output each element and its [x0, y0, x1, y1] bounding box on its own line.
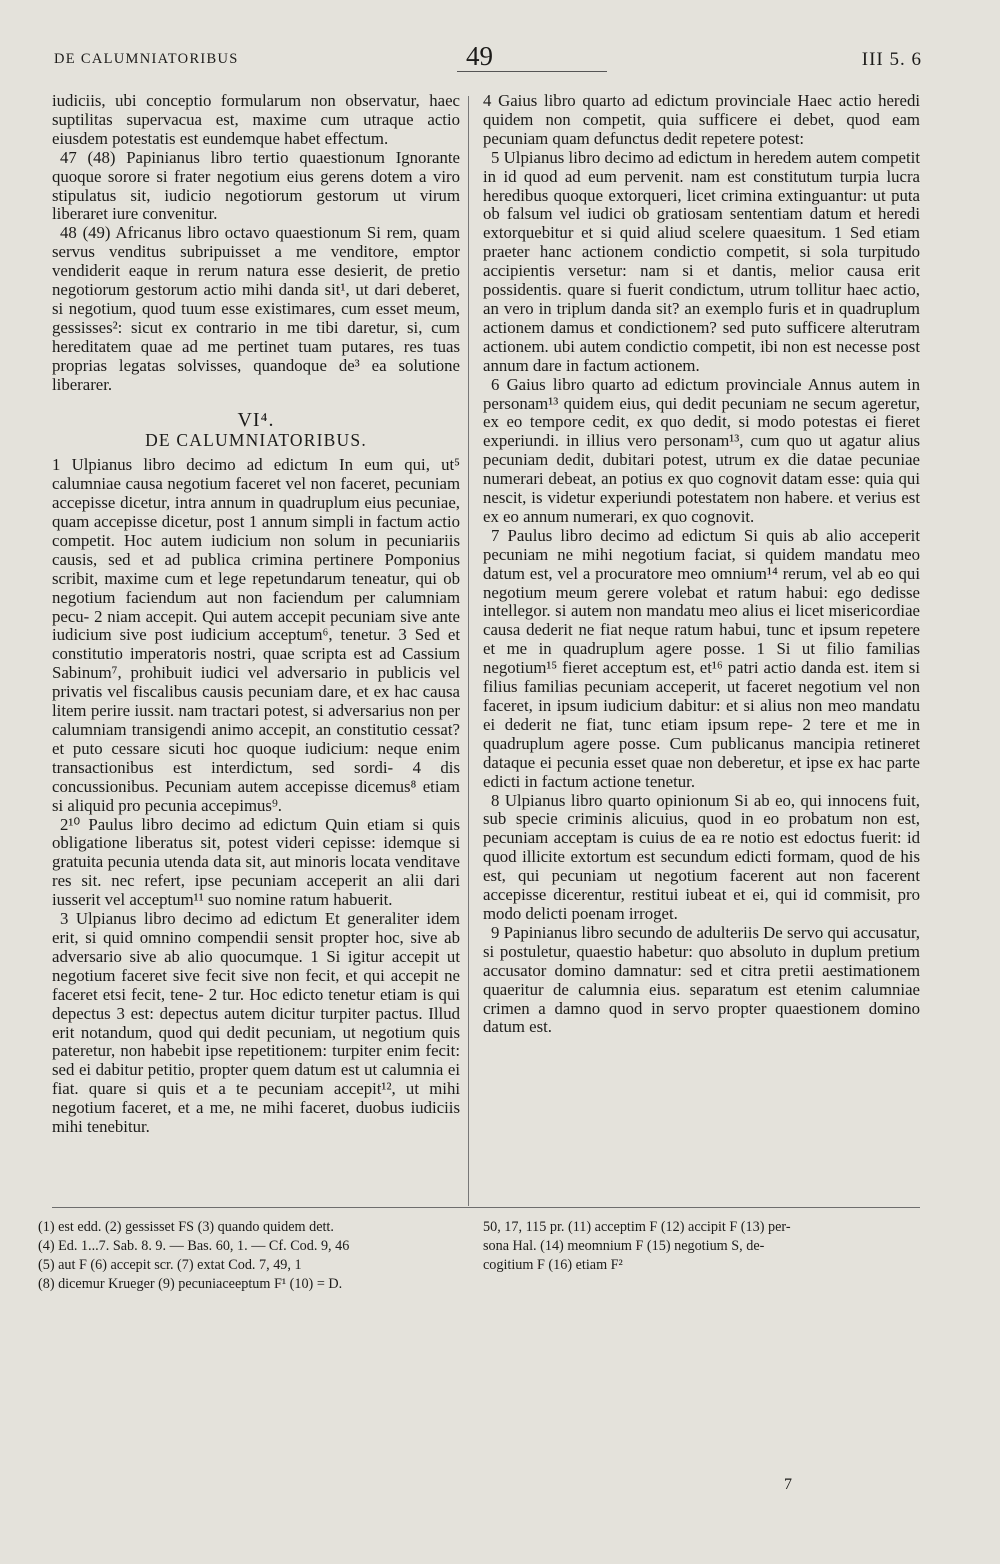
- paragraph: 5 Ulpianus libro decimo ad edictum in heredem autem competit in id quod ad eum pervenit. nam est constitutum turpia lucra heredibus quoque extorqueri, licet crimina extinguantur: ut puta ob falsum vel iudici ob gratiosam sententiam datum et heredi extorquebitur et si quid aliud scelere quaesitum. 1 Sed etiam praeter hanc actionem condictio competit, si sola turpitudo accipientis versetur: nam si et dantis, melior causa erit possidentis. quare si fuerit condictum, utrum tollitur haec actio, an vero in triplum danda sit? an exemplo furis et in quadruplum actionem damus et condictionem? sed puto sufficere alterutram actionem. ubi autem condictio competit, ibi non est necesse post annum dare in factum actionem.: [483, 147, 920, 375]
- paragraph: 7 Paulus libro decimo ad edictum Si quis ab alio acceperit pecuniam ne mihi negotium faciat, si quidem mandatu meo datum est, vel a procuratore meo omnium¹⁴ rerum, vel ab eo qui negotium meum gerere volebat et ratum habui: ego dedisse intellegor. si autem non mandatu meo alius ei licet misericordiae causa dederit ne fiat neque ratum habui, tunc et ipsum repetere et me in quadruplum agere posse. 1 Si ut filio familias negotium¹⁵ fieret acceptum est, et¹⁶ patri actio danda est. item si filius familias pecuniam acceperit, ut faceret negotium vel non faceret, in ipsum iudicium dabitur: et si alius non meo mandatu ei dederit ne fiat, tunc etiam ipsum repe- 2 tere et me in quadruplum agere posse. Cum publicanus mancipia retineret dataque ei pecunia esset quae non deberetur, et ipse ex hac parte edicti in factum actione tenetur.: [483, 525, 920, 791]
- running-head-reference: III 5. 6: [861, 49, 922, 70]
- paragraph: iudiciis, ubi conceptio formularum non observatur, haec suptilitas supervacua est, maxime cum utraque actio eiusdem potestatis est eundemque habet effectum.: [52, 91, 460, 148]
- footnote-line: (4) Ed. 1...7. Sab. 8. 9. — Bas. 60, 1. — Cf. Cod. 9, 46: [38, 1238, 350, 1254]
- paragraph: 48 (49) Africanus libro octavo quaestionum Si rem, quam servus venditus subripuisset a me venditore, emptor vendiderit eaque in rerum natura esse desierit, de pretio negotiorum gestorum actio mihi danda sit¹, ut dari deberet, si negotium, quod tuum esse existimares, cum esset meum, gessisses²: sicut ex contrario in me tibi daretur, si, cum hereditatem quae ad me pertinet tuam putares, res tuas proprias legatas solvisses, quandoque de³ ea solutione liberarer.: [52, 223, 460, 394]
- paragraph: 3 Ulpianus libro decimo ad edictum Et generaliter idem erit, si quid omnino compendii sensit propter hoc, sive ab adversario sive ab alio quocumque. 1 Si igitur accepit ut negotium faceret sive fecit sive non fecit, et qui accepit ne faceret etsi fecit, tene- 2 tur. Hoc edicto tenetur etiam is qui depectus 3 est: depectus autem dicitur turpiter pactus. Illud erit notandum, quod qui dedit pecuniam, ut negotium quis pateretur, non habebit ipse repetitionem: turpiter enim fecit: sed ei dabitur petitio, propter quem datum est ut calumnia ei fiat. quare si quis et a te pecuniam accepit¹², ut mihi negotium faceret, et a me, ne mihi faceret, duobus iudiciis mihi tenebitur.: [52, 909, 460, 1137]
- footnote-line: (1) est edd. (2) gessisset FS (3) quando quidem dett.: [38, 1219, 334, 1235]
- footnote-rule: [52, 1207, 920, 1208]
- footnote-line: (8) dicemur Krueger (9) pecuniaceeptum F¹ (10) = D.: [38, 1276, 343, 1292]
- running-head-title: DE CALUMNIATORIBUS: [54, 51, 239, 67]
- paragraph: 47 (48) Papinianus libro tertio quaestionum Ignorante quoque sorore si frater negotium eius gerens dotem a viro stipulatus sit, iudicio negotiorum gestorum ut virum liberaret iure convenitur.: [52, 147, 460, 224]
- footnotes-right: [483, 1218, 920, 1275]
- section-title: DE CALUMNIATORIBUS.: [145, 430, 367, 451]
- footnote-line: 50, 17, 115 pr. (11) acceptim F (12) accipit F (13) per-: [483, 1219, 791, 1235]
- paragraph: 4 Gaius libro quarto ad edictum provinciale Haec actio heredi quidem non competit, quia sufficere ei debet, quod eam pecuniam quam defunctus dedit repetere potest:: [483, 91, 920, 148]
- paragraph: 8 Ulpianus libro quarto opinionum Si ab eo, qui innocens fuit, sub specie criminis alicuius, quod in eo probatum non est, pecuniam acceptam is cuius de ea re notio est edoctus fuerit: id quod illicite extortum est secundum edicti formam, quod de his est, qui pecuniam ut negotium facerent aut non facerent accepisse dicerentur, restitui iubeat et ei, qui id commisit, pro modo delicti poenam irroget.: [483, 790, 920, 923]
- section-number: VI⁴.: [237, 408, 275, 431]
- paragraph: 1 Ulpianus libro decimo ad edictum In eum qui, ut⁵ calumniae causa negotium faceret vel non faceret, pecuniam accepisse dicetur, intra annum in quadruplum eius pecuniae, quam accepisse dicetur, post 1 annum simpli in factum actio competit. Hoc autem iudicium non solum in pecuniariis causis, sed et ad publica crimina pertinere Pomponius scribit, maxime cum et lege repetundarum teneatur, qui ob negotium faciendum aut non faciendum per calumniam pecu- 2 niam accepit. Qui autem accepit pecuniam sive ante iudicium sive post iudicium acceptum⁶, tenetur. 3 Sed et constitutio imperatoris nostri, quae scripta est ad Cassium Sabinum⁷, prohibuit iudici vel adversario in publicis vel privatis vel fiscalibus causis pecuniam dare, et ex hac causa litem perire iussit. nam tractari potest, si adversarius non per calumniam transigendi animo accepit, an constitutio cessat? et puto cessare sicuti hoc quoque iudicium: neque enim transactionibus est interdictum, sed sordi- 4 dis concussionibus. Pecuniam autem accepisse dicemus⁸ etiam si aliquid pro pecunia accepimus⁹.: [52, 455, 460, 815]
- paragraph: 2¹⁰ Paulus libro decimo ad edictum Quin etiam si quis obligatione liberatus sit, potest videri cepisse: idemque si gratuita pecunia utenda data sit, aut minoris locata venditave res sit. nec refert, ipse pecuniam acceperit an alii dari iusserit vel acceptum¹¹ suo nomine ratum habuerit.: [52, 814, 460, 910]
- footnote-line: sona Hal. (14) meomnium F (15) negotium S, de-: [483, 1238, 765, 1254]
- column-divider: [468, 96, 469, 1206]
- running-head: [54, 41, 922, 75]
- footnote-line: (5) aut F (6) accepit scr. (7) extat Cod. 7, 49, 1: [38, 1257, 302, 1273]
- footnotes-left: [38, 1218, 458, 1294]
- paragraph: 9 Papinianus libro secundo de adulteriis De servo qui accusatur, si postuletur, quaestio habetur: quo absoluto in duplum pretium accusator domino damnatur: sed et citra pretii aestimationem quaeritur de calumnia eius. separatum est etenim calumniae crimen a damno quod in servo propter quaestionem domino datum est.: [483, 922, 921, 1037]
- page-number: 49: [466, 41, 493, 71]
- page-number-rule: [457, 71, 607, 72]
- paragraph: 6 Gaius libro quarto ad edictum provinciale Annus autem in personam¹³ quidem eius, qui dedit pecuniam ne secum ageretur, ex eo tempore cedit, ex quo dedit, si modo potestas ei fieret experiundi. in illius vero personam¹³, cum quo ut agatur alius pecuniam dedit, dubitari potest, utrum ex die datae pecuniae numerari debeat, an potius ex quo cognovit datam esse: quia qui nescit, is videtur experiundi potestatem non habere. et verius est ex eo annum numerari, ex quo cognovit.: [483, 374, 920, 526]
- signature-mark: 7: [784, 1476, 792, 1493]
- left-column: [52, 92, 460, 1137]
- right-column: [483, 92, 920, 1037]
- footnote-line: cogitium F (16) etiam F²: [483, 1257, 623, 1273]
